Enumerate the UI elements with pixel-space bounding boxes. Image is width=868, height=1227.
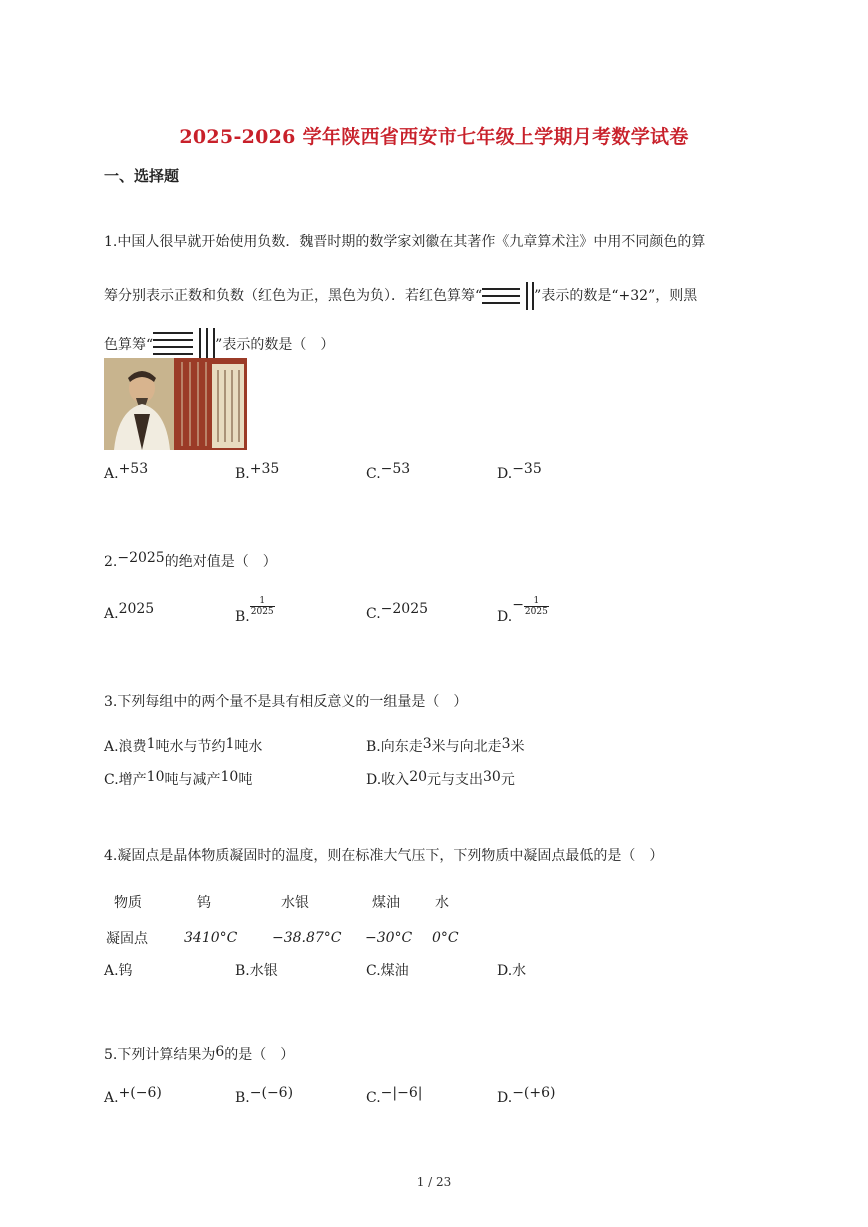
q3-option-b[interactable] xyxy=(366,736,525,756)
q3-c-text-1: C.增产 xyxy=(104,772,147,788)
q5-option-a-value: +(−6) xyxy=(118,1085,162,1101)
q5-text-b: 的是（ ） xyxy=(224,1047,295,1063)
table-header-mercury: 水银 xyxy=(281,895,309,911)
q3-option-a[interactable] xyxy=(104,736,262,756)
q5-option-d-value: −(+6) xyxy=(512,1085,556,1101)
q2-option-a-label: A. xyxy=(104,606,119,622)
q2-option-a[interactable] xyxy=(104,601,155,622)
q3-a-text-2: 吨水与节约 xyxy=(155,739,226,755)
q3-c-num-2: 10 xyxy=(220,769,239,785)
q4-option-c[interactable]: C.煤油 xyxy=(366,963,409,979)
q1-option-d[interactable] xyxy=(497,461,542,482)
q2-option-b-denominator: 2025 xyxy=(250,607,274,617)
q3-a-text-1: A.浪费 xyxy=(104,739,147,755)
question-3-stem: 3.下列每组中的两个量不是具有相反意义的一组量是（ ） xyxy=(104,694,468,710)
q3-a-num-1: 1 xyxy=(146,736,156,752)
q3-b-text-1: B.向东走 xyxy=(366,739,423,755)
q1-text-d: ”，则黑 xyxy=(648,288,698,304)
red-counting-rod-icon xyxy=(482,282,534,310)
table-header-water: 水 xyxy=(435,895,449,911)
table-cell-water: 0°C xyxy=(432,930,459,946)
freezing-point-table xyxy=(104,884,476,956)
section-heading: 一、选择题 xyxy=(104,167,180,185)
q1-option-a-value: +53 xyxy=(118,461,149,477)
q3-d-text-2: 元与支出 xyxy=(427,772,484,788)
q2-option-b-label: B. xyxy=(235,608,250,625)
question-2-stem xyxy=(104,552,277,572)
table-cell-mercury: −38.87°C xyxy=(272,930,342,946)
question-5-stem xyxy=(104,1045,294,1065)
table-header-substance: 物质 xyxy=(114,895,142,911)
q5-option-b-value: −(−6) xyxy=(249,1085,294,1101)
q2-option-b[interactable] xyxy=(235,596,275,625)
q5-option-c-value: −|−6| xyxy=(380,1085,423,1101)
question-1-line-1: 1.中国人很早就开始使用负数．魏晋时期的数学家刘徽在其著作《九章算术注》中用不同颜色的算 xyxy=(104,234,706,250)
q2-value: −2025 xyxy=(117,550,165,566)
q1-option-a-label: A. xyxy=(104,466,119,482)
q3-a-num-2: 1 xyxy=(225,736,235,752)
q1-value-plus32: +32 xyxy=(618,288,649,304)
q4-option-d[interactable]: D.水 xyxy=(497,963,527,979)
liu-hui-portrait-image xyxy=(104,358,247,450)
q4-option-a[interactable]: A.钨 xyxy=(104,963,133,979)
q3-b-text-3: 米 xyxy=(510,739,525,755)
q2-option-d-fraction xyxy=(524,596,549,617)
q2-option-d-label: D. xyxy=(497,608,513,625)
q3-d-text-3: 元 xyxy=(500,772,515,788)
q5-text-a: 5.下列计算结果为 xyxy=(104,1047,216,1063)
q2-option-d-sign: − xyxy=(512,596,524,613)
q4-option-b[interactable]: B.水银 xyxy=(235,963,278,979)
q5-value: 6 xyxy=(215,1044,225,1060)
page-title: 2025-2026 学年陕西省西安市七年级上学期月考数学试卷 xyxy=(179,126,689,148)
q2-option-b-numerator: 1 xyxy=(250,596,275,607)
question-4-stem: 4.凝固点是晶体物质凝固时的温度，则在标准大气压下，下列物质中凝固点最低的是（ ） xyxy=(104,848,664,864)
q2-option-d-denominator: 2025 xyxy=(524,607,548,617)
table-cell-tungsten: 3410°C xyxy=(184,930,238,946)
table-row-label: 凝固点 xyxy=(106,931,148,947)
black-counting-rod-icon xyxy=(153,328,215,362)
q5-option-c-label: C. xyxy=(366,1090,381,1106)
q3-c-num-1: 10 xyxy=(146,769,165,785)
q1-text-f: ”表示的数是（ ） xyxy=(215,337,335,353)
question-1-line-2 xyxy=(104,282,697,310)
q2-option-c[interactable] xyxy=(366,601,429,622)
q1-option-c-label: C. xyxy=(366,466,381,482)
q5-option-c[interactable] xyxy=(366,1085,423,1106)
q3-a-text-3: 吨水 xyxy=(234,739,263,755)
q2-option-d[interactable] xyxy=(497,596,549,625)
q2-option-c-value: −2025 xyxy=(380,601,429,617)
q3-option-c[interactable] xyxy=(104,769,252,789)
q3-d-num-1: 20 xyxy=(409,769,428,785)
q1-text-e: 色算筹“ xyxy=(104,337,154,353)
q2-text: 的绝对值是（ ） xyxy=(164,554,277,570)
table-cell-kerosene: −30°C xyxy=(365,930,413,946)
q1-option-b[interactable] xyxy=(235,461,280,482)
q3-b-num-2: 3 xyxy=(501,736,511,752)
q1-option-a[interactable] xyxy=(104,461,149,482)
q2-option-a-value: 2025 xyxy=(118,601,155,617)
q3-c-text-3: 吨 xyxy=(238,772,253,788)
q2-option-b-fraction xyxy=(250,596,275,617)
q1-option-b-value: +35 xyxy=(249,461,280,477)
q1-option-c-value: −53 xyxy=(380,461,411,477)
q5-option-b-label: B. xyxy=(235,1090,250,1106)
q2-number: 2. xyxy=(104,554,118,570)
q3-b-num-1: 3 xyxy=(422,736,432,752)
question-1-line-3 xyxy=(104,328,334,362)
q1-option-c[interactable] xyxy=(366,461,411,482)
q1-option-b-label: B. xyxy=(235,466,250,482)
q3-b-text-2: 米与向北走 xyxy=(431,739,502,755)
q2-option-d-numerator: 1 xyxy=(524,596,549,607)
q1-option-d-value: −35 xyxy=(512,461,542,477)
page-number: 1 / 23 xyxy=(416,1175,452,1189)
q1-text-b: ”表示的数是“ xyxy=(534,288,619,304)
q3-c-text-2: 吨与减产 xyxy=(164,772,221,788)
q5-option-d-label: D. xyxy=(497,1090,513,1106)
q5-option-a[interactable] xyxy=(104,1085,162,1106)
q3-option-d[interactable] xyxy=(366,769,515,789)
q5-option-a-label: A. xyxy=(104,1090,119,1106)
q1-text-a: 筹分别表示正数和负数（红色为正，黑色为负）．若红色算筹“ xyxy=(104,288,483,304)
q2-option-c-label: C. xyxy=(366,606,381,622)
q3-d-num-2: 30 xyxy=(483,769,501,785)
table-header-kerosene: 煤油 xyxy=(372,895,400,911)
table-header-tungsten: 钨 xyxy=(197,895,211,911)
q5-option-b[interactable] xyxy=(235,1085,294,1106)
q5-option-d[interactable] xyxy=(497,1085,556,1106)
q3-d-text-1: D.收入 xyxy=(366,772,410,788)
q1-option-d-label: D. xyxy=(497,466,513,482)
